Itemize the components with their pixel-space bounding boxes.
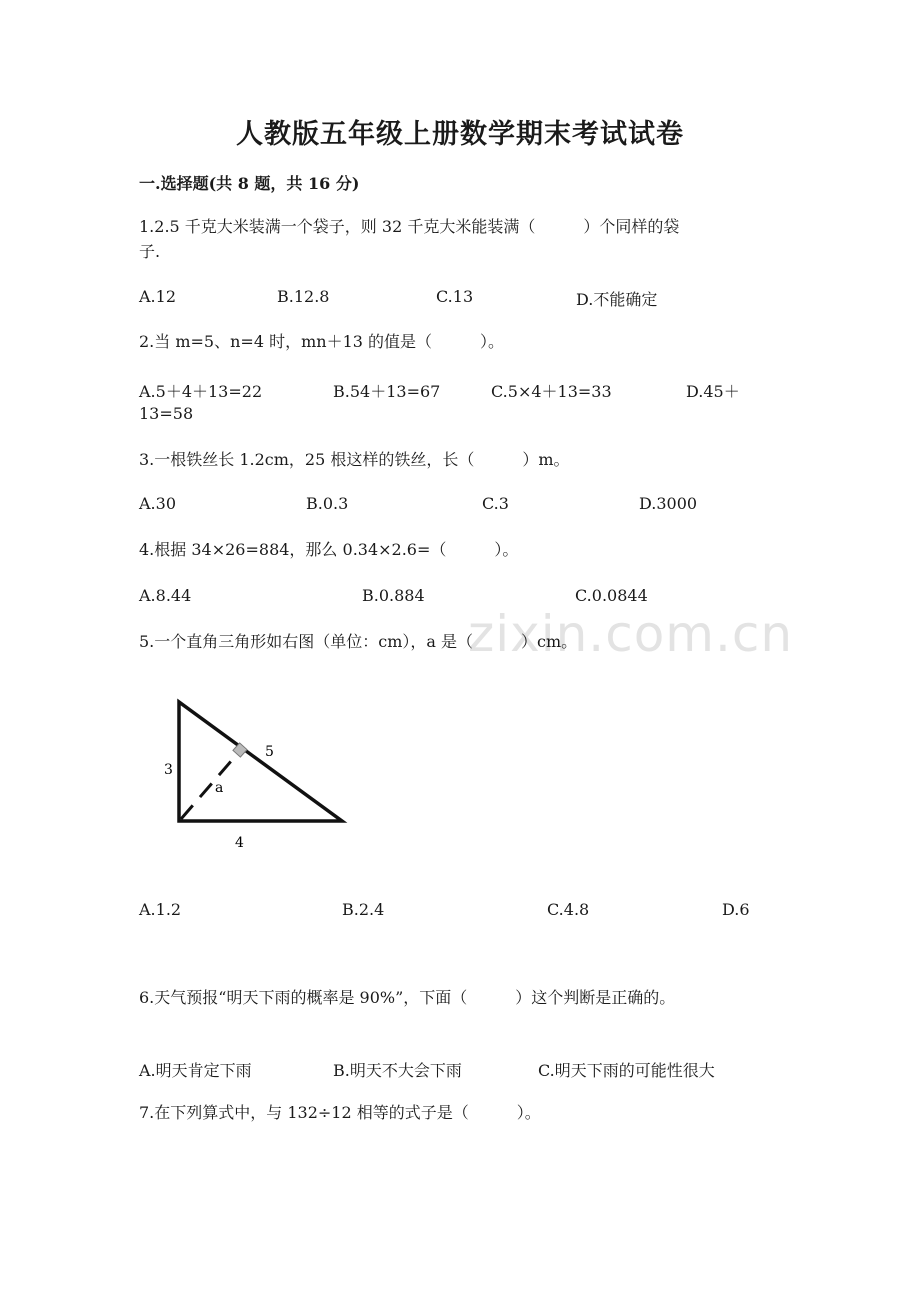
question-2-line-1: 2.当 m=5、n=4 时，mn＋13 的值是（ ）。 (139, 332, 505, 351)
question-1-option-b: B.12.8 (277, 287, 330, 306)
right-triangle-figure (155, 690, 355, 855)
question-3-option-d: D.3000 (639, 494, 698, 513)
question-3-option-c: C.3 (482, 494, 509, 513)
question-6-option-b: B.明天不大会下雨 (333, 1061, 462, 1080)
question-2-option-b: B.54＋13=67 (333, 382, 441, 401)
question-1-option-d: D.不能确定 (576, 290, 658, 309)
label-side-3: 3 (164, 762, 173, 778)
triangle-height-dashed (181, 752, 239, 819)
question-1-option-a: A.12 (139, 287, 176, 306)
label-side-5: 5 (265, 744, 274, 760)
section-heading: 一.选择题(共 8 题，共 16 分) (139, 174, 360, 193)
question-5-option-b: B.2.4 (342, 900, 385, 919)
question-6-line-1: 6.天气预报“明天下雨的概率是 90%”，下面（ ）这个判断是正确的。 (139, 988, 676, 1007)
label-side-4: 4 (235, 835, 244, 851)
question-5-option-d: D.6 (722, 900, 750, 919)
question-6-option-a: A.明天肯定下雨 (139, 1061, 252, 1080)
question-4-line-1: 4.根据 34×26=884，那么 0.34×2.6=（ ）。 (139, 540, 519, 559)
question-5-option-c: C.4.8 (547, 900, 590, 919)
question-4-option-a: A.8.44 (139, 586, 192, 605)
question-2-option-a: A.5＋4＋13=22 (139, 382, 263, 401)
question-3-line-1: 3.一根铁丝长 1.2cm，25 根这样的铁丝，长（ ）m。 (139, 450, 570, 469)
question-3-option-a: A.30 (139, 494, 176, 513)
question-5-line-1: 5.一个直角三角形如右图（单位：cm），a 是（ ）cm。 (139, 632, 578, 651)
question-1-line-1: 1.2.5 千克大米装满一个袋子，则 32 千克大米能装满（ ）个同样的袋 (139, 217, 680, 236)
question-2-option-d-wrap: 13=58 (139, 404, 194, 423)
question-2-option-c: C.5×4＋13=33 (491, 382, 612, 401)
question-3-option-b: B.0.3 (306, 494, 349, 513)
question-4-option-b: B.0.884 (362, 586, 425, 605)
question-4-option-c: C.0.0844 (575, 586, 648, 605)
question-7-line-1: 7.在下列算式中，与 132÷12 相等的式子是（ ）。 (139, 1103, 541, 1122)
question-2-option-d: D.45＋ (686, 382, 740, 401)
question-1-line-2: 子. (139, 242, 161, 261)
question-1-option-c: C.13 (436, 287, 474, 306)
question-6-option-c: C.明天下雨的可能性很大 (538, 1061, 715, 1080)
question-5-option-a: A.1.2 (139, 900, 182, 919)
watermark: zixin.com.cn (468, 605, 794, 663)
triangle-outline (179, 702, 342, 821)
label-height-a: a (215, 780, 224, 796)
page-title: 人教版五年级上册数学期末考试试卷 (236, 119, 684, 150)
